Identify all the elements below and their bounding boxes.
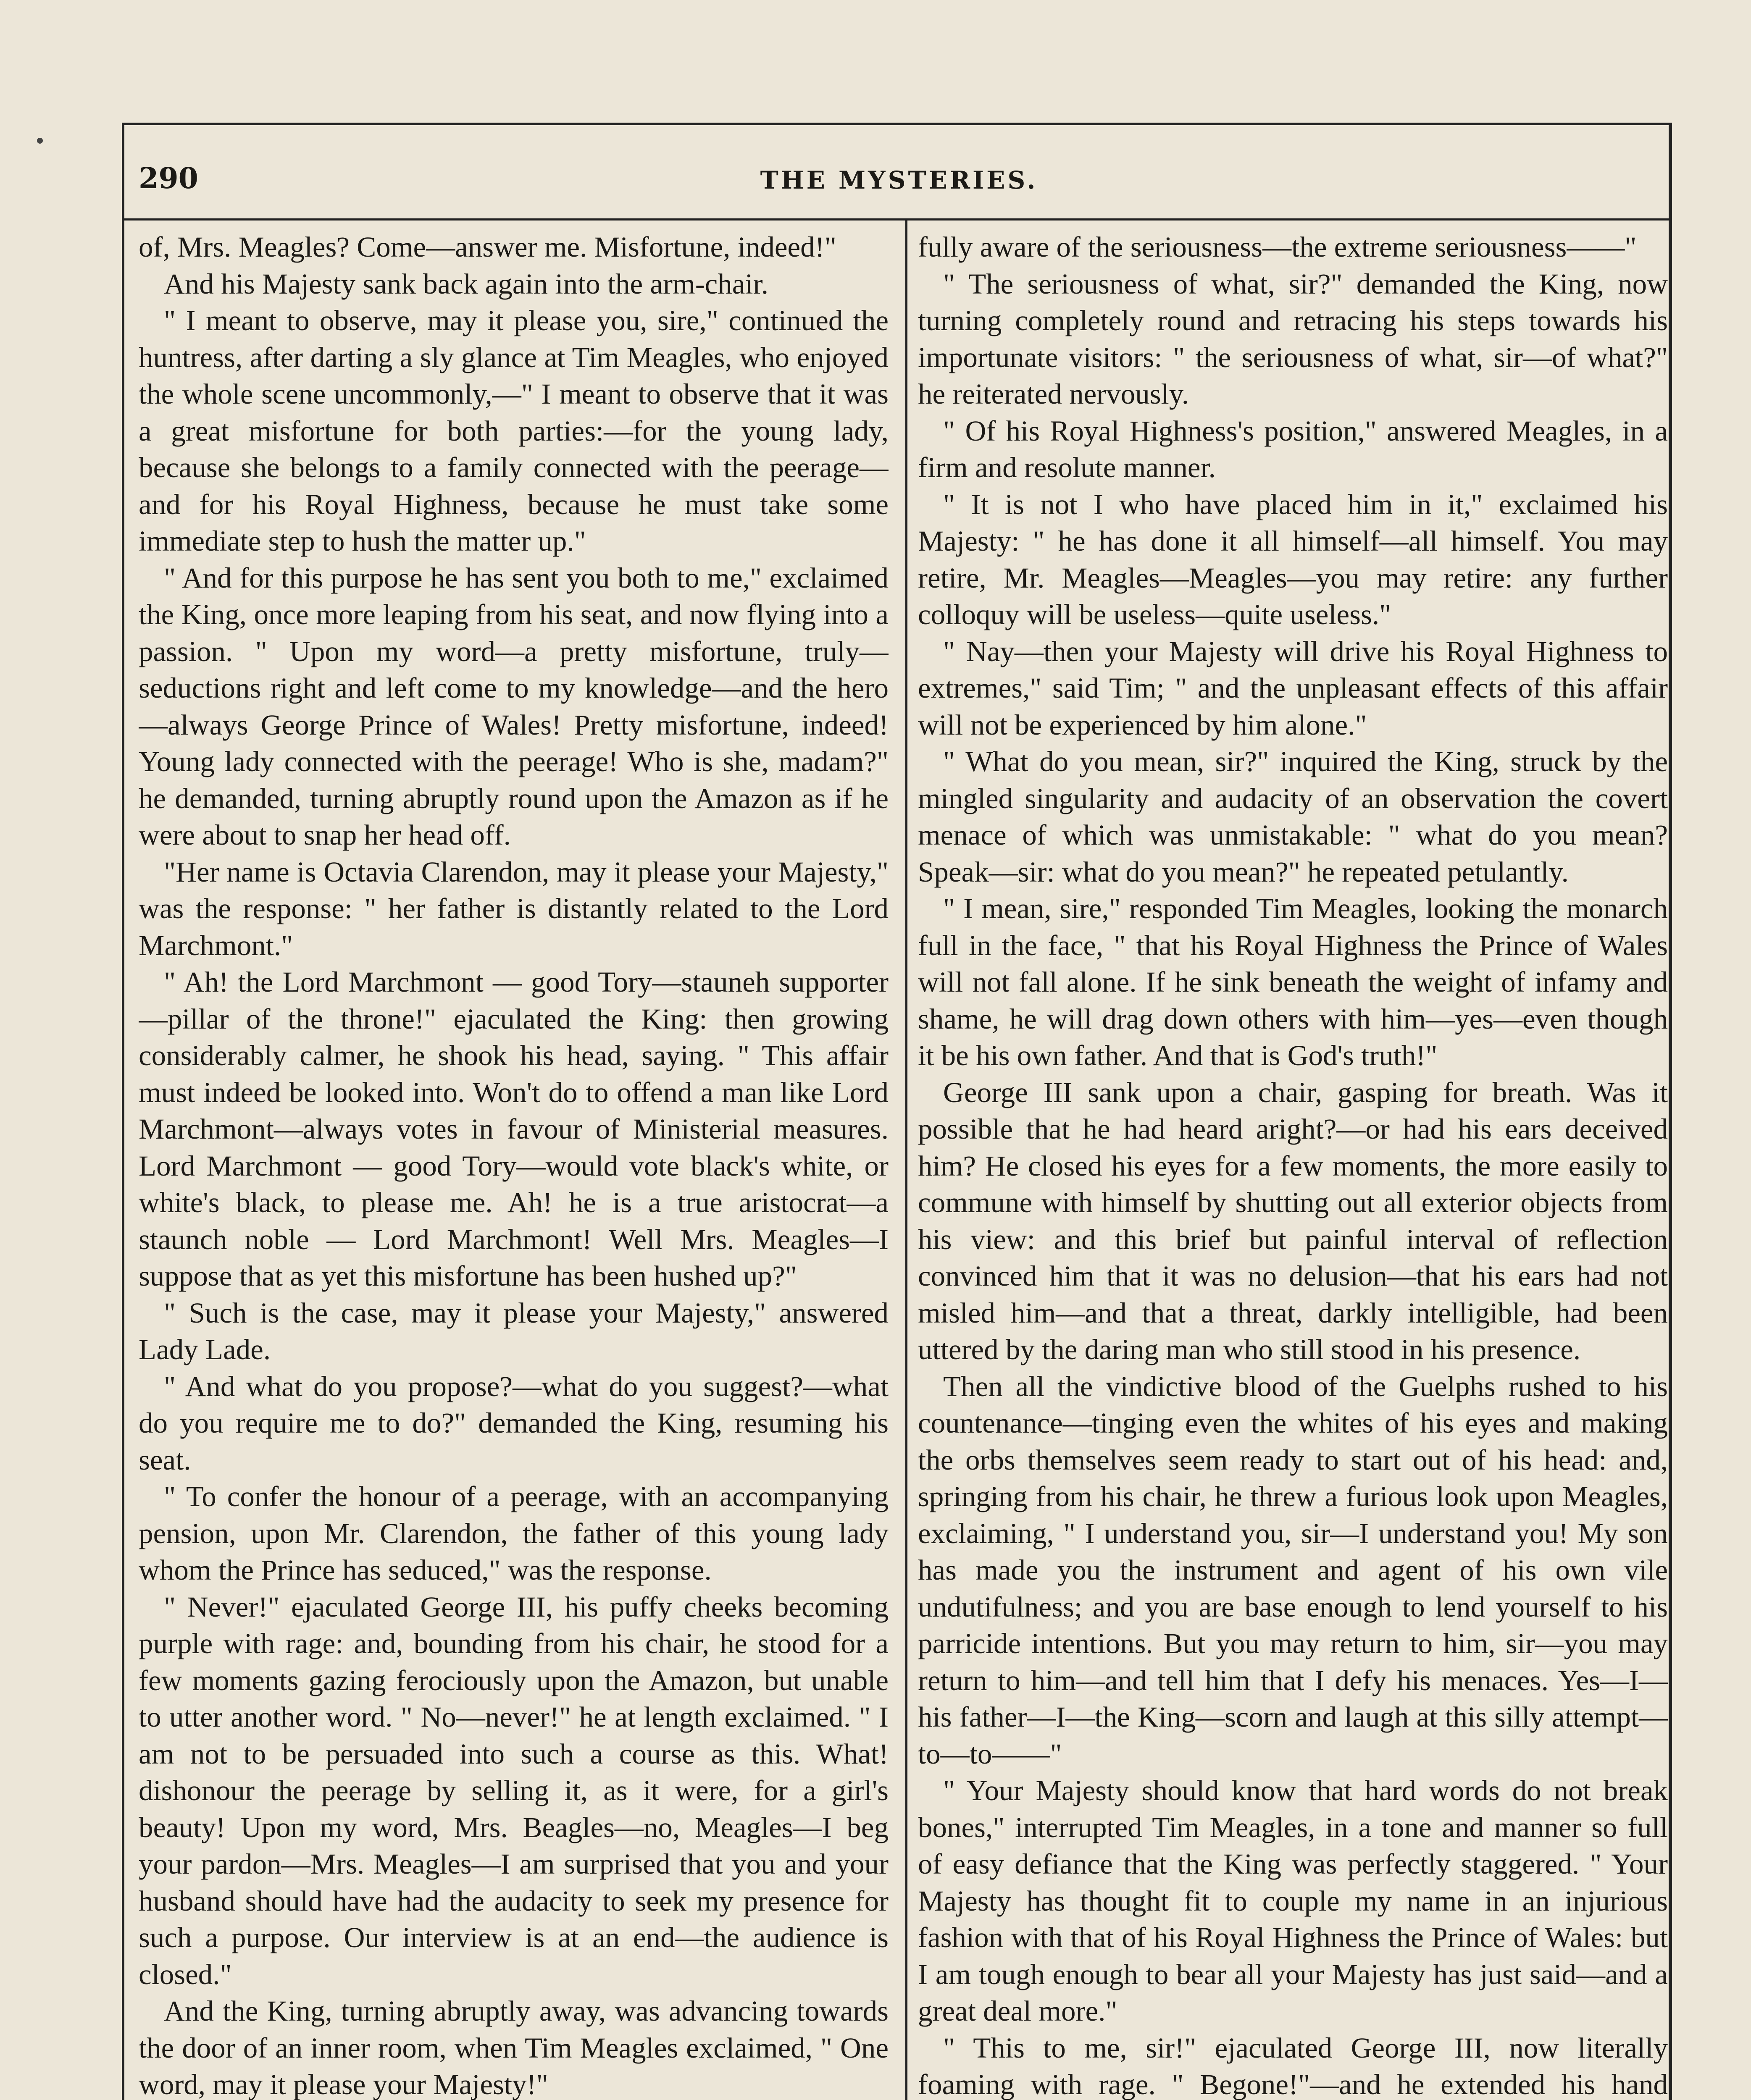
paragraph: " And what do you propose?—what do you suggest?—what do you require me to do?" demanded the King, resuming his seat.	[139, 1370, 889, 1476]
paragraph: of, Mrs. Meagles? Come—answer me. Misfortune, indeed!"	[139, 231, 836, 263]
paragraph: " Never!" ejaculated George III, his puffy cheeks becoming purple with rage: and, bounding from his chair, he stood for a few moments gazing ferociously upon the Amazon, but unable to utter another word. " No—never!" he at length exclaimed. " I am not to be persuaded into such a course as this. What! dishonour the peerage by selling it, as it were, for a girl's beauty! Upon my word, Mrs. Beagles—no, Meagles—I beg your pardon—Mrs. Meagles—I am surprised that you and your husband should have had the audacity to seek my presence for such a purpose. Our interview is at an end—the audience is closed."	[139, 1591, 889, 1990]
paragraph: George III sank upon a chair, gasping for breath. Was it possible that he had heard aright?—or had his ears deceived him? He closed his eyes for a few moments, the more easily to commune with himself by shutting out all exterior objects from his view: and this brief but painful interval of reflection convinced him that it was no delusion—that his ears had not misled him—and that a threat, darkly intelligible, had been uttered by the daring man who still stood in his presence.	[918, 1076, 1668, 1365]
paragraph: " The seriousness of what, sir?" demanded the King, now turning completely round and retracing his steps towards his importunate visitors: " the seriousness of what, sir—of what?" he reiterated nervously.	[918, 268, 1668, 410]
paragraph: " Nay—then your Majesty will drive his Royal Highness to extremes," said Tim; " and the unpleasant effects of this affair will not be experienced by him alone."	[918, 635, 1668, 741]
paragraph: " It is not I who have placed him in it," exclaimed his Majesty: " he has done it all himself—all himself. You may retire, Mr. Meagles—Meagles—you may retire: any further colloquy will be useless—quite useless."	[918, 488, 1668, 630]
paragraph: " This to me, sir!" ejaculated George III, now literally foaming with rage. " Begone!"—and he extended his hand	[918, 2032, 1668, 2100]
page-header	[134, 149, 1664, 212]
column-rule	[905, 220, 907, 2100]
paragraph: " Ah! the Lord Marchmont — good Tory—stauneh supporter—pillar of the throne!" ejaculated the King: then growing considerably calmer, he shook his head, saying. " This affair must indeed be looked into. Won't do to offend a man like Lord Marchmont—always votes in favour of Ministerial measures. Lord Marchmont — good Tory—would vote black's white, or white's black, to please me. Ah! he is a true aristocrat—a staunch noble — Lord Marchmont! Well Mrs. Meagles—I suppose that as yet this misfortune has been hushed up?"	[139, 966, 889, 1292]
paragraph: And the King, turning abruptly away, was advancing towards the door of an inner room, when Tim Meagles exclaimed, " One word, may it please your Majesty!"	[139, 1995, 889, 2100]
paragraph: fully aware of the seriousness—the extreme seriousness——"	[918, 231, 1637, 263]
running-title: THE MYSTERIES.	[760, 166, 1038, 194]
left-column	[139, 229, 889, 2100]
paragraph: " I meant to observe, may it please you, sire," continued the huntress, after darting a sly glance at Tim Meagles, who enjoyed the whole scene uncommonly,—" I meant to observe that it was a great misfortune for both parties:—for the young lady, because she belongs to a family connected with the peerage—and for his Royal Highness, because he must take some immediate step to hush the matter up."	[139, 304, 889, 557]
paragraph: " Such is the case, may it please your Majesty," answered Lady Lade.	[139, 1297, 889, 1365]
paragraph: "Her name is Octavia Clarendon, may it please your Majesty," was the response: " her father is distantly related to the Lord Marchmont."	[139, 856, 889, 961]
paragraph: " What do you mean, sir?" inquired the King, struck by the mingled singularity and audacity of an observation the covert menace of which was unmistakable: " what do you mean? Speak—sir: what do you mean?" he repeated petulantly.	[918, 746, 1668, 888]
paragraph: Then all the vindictive blood of the Guelphs rushed to his countenance—tinging even the whites of his eyes and making the orbs themselves seem ready to start out of his head: and, springing from his chair, he threw a furious look upon Meagles, exclaiming, " I understand you, sir—I understand you! My son has made you the instrument and agent of his own vile undutifulness; and you are base enough to lend yourself to his parricide intentions. But you may return to him, sir—you may return to him—and tell him that I defy his menaces. Yes—I—his father—I—the King—scorn and laugh at this silly attempt—to—to——"	[918, 1370, 1668, 1770]
paragraph: " Your Majesty should know that hard words do not break bones," interrupted Tim Meagles, in a tone and manner so full of easy defiance that the King was perfectly staggered. " Your Majesty has thought fit to couple my name in an injurious fashion with that of his Royal Highness the Prince of Wales: but I am tough enough to bear all your Majesty has just said—and a great deal more."	[918, 1774, 1668, 2027]
paragraph: " To confer the honour of a peerage, with an accompanying pension, upon Mr. Clarendon, the father of this young lady whom the Prince has seduced," was the response.	[139, 1480, 889, 1586]
paragraph: And his Majesty sank back again into the arm-chair.	[164, 268, 769, 300]
page-number: 290	[139, 162, 198, 195]
stray-ink-mark	[37, 138, 43, 144]
header-rule	[122, 218, 1672, 220]
paragraph: " I mean, sire," responded Tim Meagles, looking the monarch full in the face, " that his Royal Highness the Prince of Wales will not fall alone. If he sink beneath the weight of infamy and shame, he will drag down others with him—yes—even though it be his own father. And that is God's truth!"	[918, 892, 1668, 1071]
paragraph: " And for this purpose he has sent you both to me," exclaimed the King, once more leaping from his seat, and now flying into a passion. " Upon my word—a pretty misfortune, truly—seductions right and left come to my knowledge—and the hero—always George Prince of Wales! Pretty misfortune, indeed! Young lady connected with the peerage! Who is she, madam?" he demanded, turning abruptly round upon the Amazon as if he were about to snap her head off.	[139, 562, 889, 851]
right-column	[918, 229, 1668, 2100]
paragraph: " Of his Royal Highness's position," answered Meagles, in a firm and resolute manner.	[918, 415, 1668, 483]
